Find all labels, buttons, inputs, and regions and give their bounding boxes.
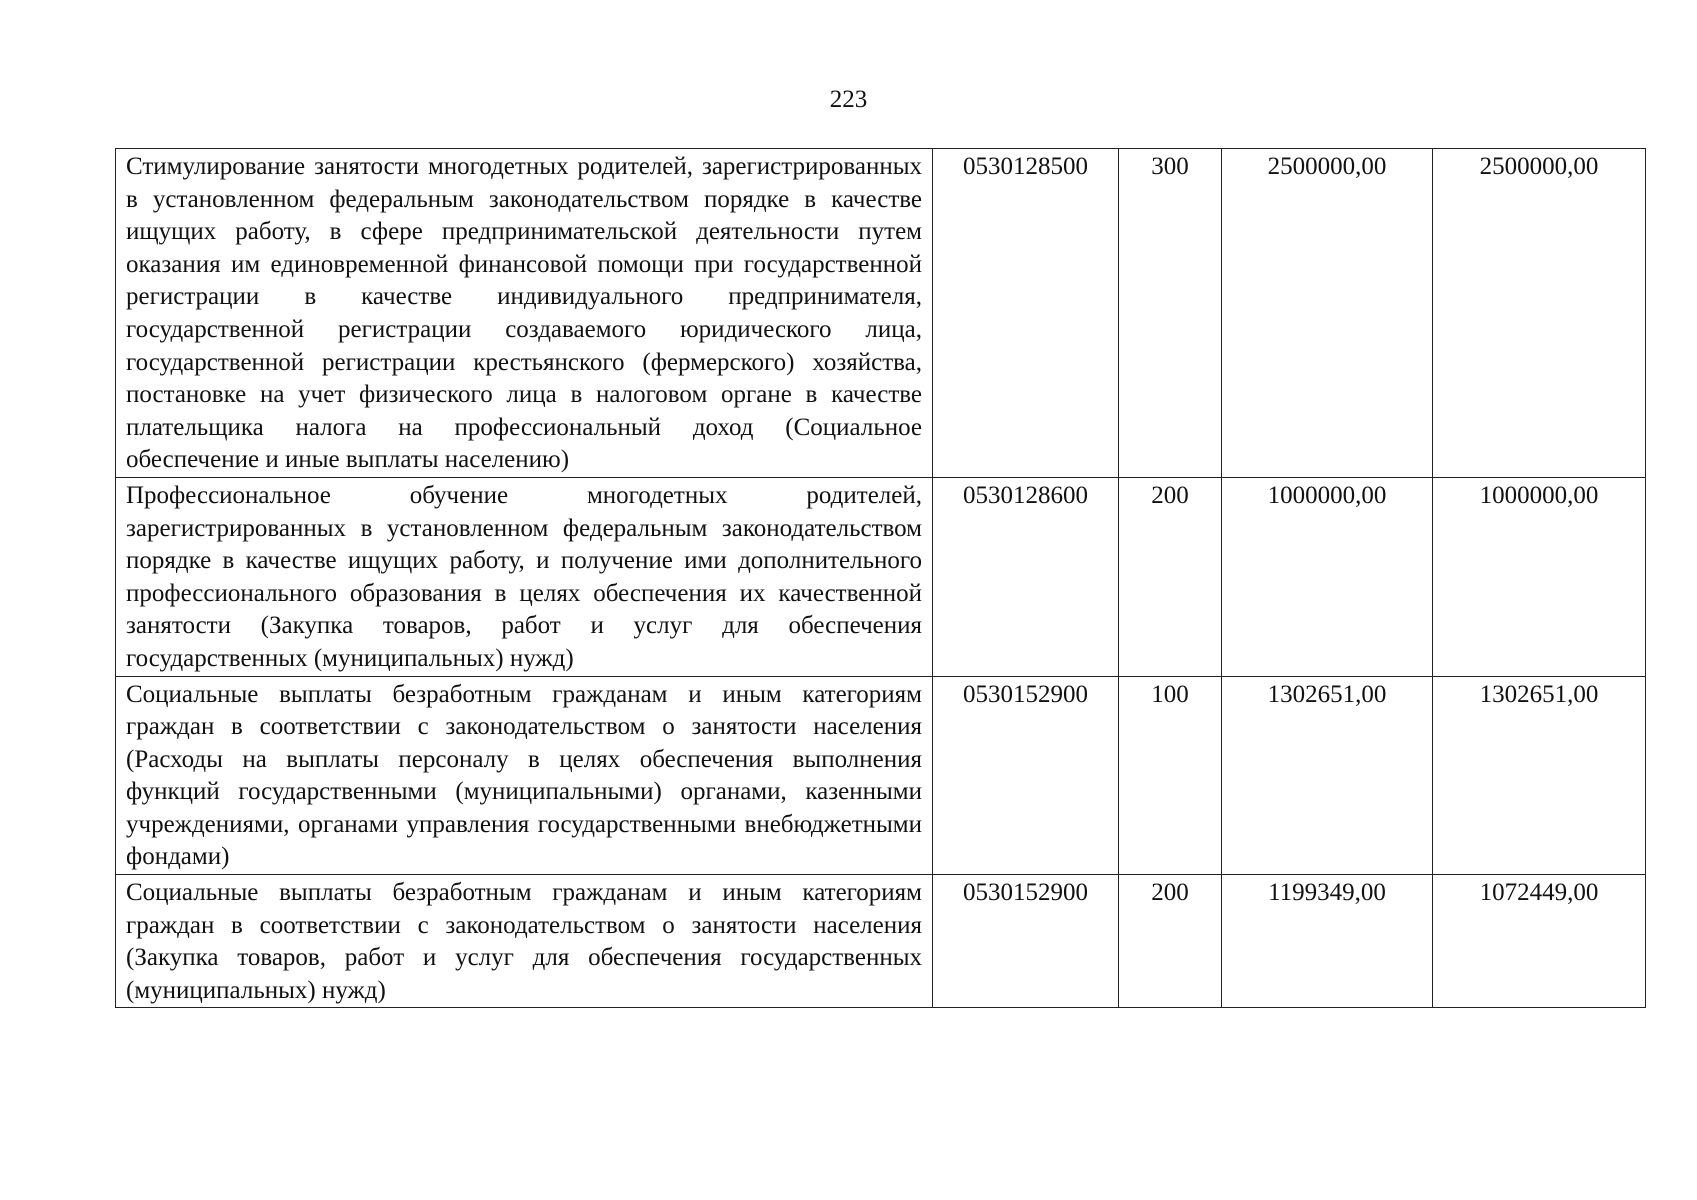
row-description: Социальные выплаты безработным гражданам и иным категориям граждан в соответствии с законодательством о занятости населения (Закупка товаров, работ и услуг для обеспечения государственных (муниципальных) нужд) xyxy=(116,875,933,1008)
table-row xyxy=(116,149,1646,478)
row-target-code: 0530152900 xyxy=(933,875,1119,1008)
page-number: 223 xyxy=(829,86,868,113)
row-expense-type: 200 xyxy=(1119,477,1222,676)
row-amount-1: 2500000,00 xyxy=(1222,149,1433,478)
table-row xyxy=(116,477,1646,676)
row-amount-1: 1199349,00 xyxy=(1222,875,1433,1008)
row-amount-1: 1302651,00 xyxy=(1222,676,1433,875)
row-target-code: 0530128600 xyxy=(933,477,1119,676)
row-amount-2: 1302651,00 xyxy=(1433,676,1646,875)
row-amount-1: 1000000,00 xyxy=(1222,477,1433,676)
row-amount-2: 1000000,00 xyxy=(1433,477,1646,676)
row-expense-type: 100 xyxy=(1119,676,1222,875)
budget-table xyxy=(115,148,1646,1008)
row-description: Стимулирование занятости многодетных родителей, зарегистрированных в установленном федеральным законодательством порядке в качестве ищущих работу, в сфере предпринимательской деятельности путем оказания им единовременной финансовой помощи при государственной регистрации в качестве индивидуального предпринимателя, государственной регистрации создаваемого юридического лица, государственной регистрации крестьянского (фермерского) хозяйства, постановке на учет физического лица в налоговом органе в качестве плательщика налога на профессиональный доход (Социальное обеспечение и иные выплаты населению) xyxy=(116,149,933,478)
row-expense-type: 300 xyxy=(1119,149,1222,478)
row-amount-2: 1072449,00 xyxy=(1433,875,1646,1008)
table-row xyxy=(116,676,1646,875)
row-description: Социальные выплаты безработным гражданам и иным категориям граждан в соответствии с законодательством о занятости населения (Расходы на выплаты персоналу в целях обеспечения выполнения функций государственными (муниципальными) органами, казенными учреждениями, органами управления государственными внебюджетными фондами) xyxy=(116,676,933,875)
row-target-code: 0530128500 xyxy=(933,149,1119,478)
row-description: Профессиональное обучение многодетных родителей, зарегистрированных в установленном федеральным законодательством порядке в качестве ищущих работу, и получение ими дополнительного профессионального образования в целях обеспечения их качественной занятости (Закупка товаров, работ и услуг для обеспечения государственных (муниципальных) нужд) xyxy=(116,477,933,676)
row-amount-2: 2500000,00 xyxy=(1433,149,1646,478)
row-expense-type: 200 xyxy=(1119,875,1222,1008)
row-target-code: 0530152900 xyxy=(933,676,1119,875)
table-row xyxy=(116,875,1646,1008)
